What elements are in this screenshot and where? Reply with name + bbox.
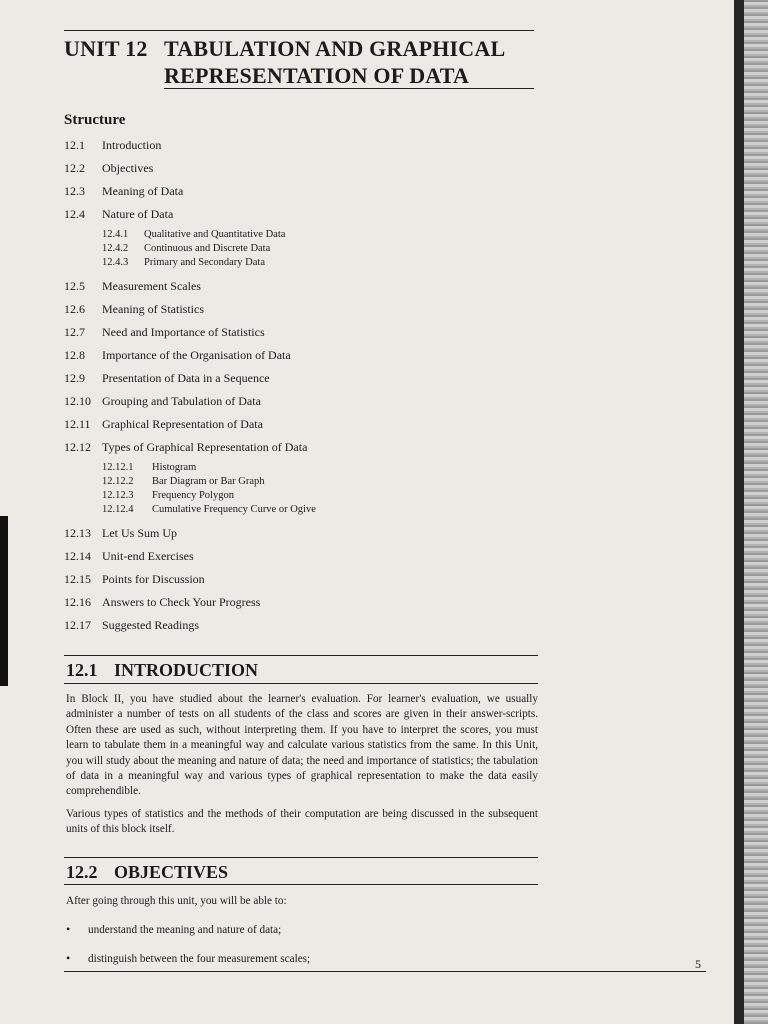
toc-item: [64, 300, 534, 323]
toc-item-title: Meaning of Data: [102, 184, 184, 198]
toc-item-number: 12.13: [64, 526, 91, 540]
structure-heading: Structure: [64, 112, 126, 128]
toc-item-title: Importance of the Organisation of Data: [102, 348, 291, 362]
toc-item-title: Need and Importance of Statistics: [102, 325, 265, 339]
unit-number: UNIT 12: [64, 36, 148, 61]
toc-item-number: 12.7: [64, 325, 85, 339]
objective-bullet: [66, 951, 310, 967]
objective-text: distinguish between the four measurement scales;: [88, 953, 311, 965]
section-bottom-rule: [64, 683, 538, 684]
toc-subsection-list: [102, 461, 534, 517]
toc-item-number: 12.14: [64, 549, 91, 563]
toc-item: [64, 438, 534, 461]
toc-item-title: Introduction: [102, 138, 162, 152]
toc-item-title: Presentation of Data in a Sequence: [102, 371, 270, 385]
toc-item: [64, 547, 534, 570]
toc-item: [64, 136, 534, 159]
toc-subitem-title: Qualitative and Quantitative Data: [144, 229, 286, 240]
toc-item-number: 12.10: [64, 394, 91, 408]
toc-subitem-number: 12.12.1: [102, 462, 134, 473]
toc-item-title: Answers to Check Your Progress: [102, 595, 261, 609]
toc-item: [64, 159, 534, 182]
toc-item-title: Suggested Readings: [102, 618, 199, 632]
toc-item-title: Measurement Scales: [102, 279, 201, 293]
introduction-paragraph-1: In Block II, you have studied about the learner's evaluation. For learner's evaluation, we usually administer a number of tests on all students of the class and scores are given in their answer-scripts. Often these are used as such, without interpreting them. If you have to interpret the scores, you must learn to tabulate them in a meaningful way and calculate various statistics from the same. In this Unit, you will study about the meaning and nature of data; the need and importance of statistics; the tabulation of data in a meaningful way and various types of graphical representation to make the data easily comprehendible.: [66, 693, 538, 798]
toc-item-title: Types of Graphical Representation of Data: [102, 440, 308, 454]
toc-item-number: 12.16: [64, 595, 91, 609]
objective-text: understand the meaning and nature of data;: [88, 924, 282, 936]
toc-subitem-title: Histogram: [152, 462, 197, 473]
toc-item: [64, 346, 534, 369]
toc-item-title: Let Us Sum Up: [102, 526, 177, 540]
toc-item: [64, 593, 534, 616]
toc-subsection-list: [102, 228, 534, 270]
toc-subitem-number: 12.12.3: [102, 490, 134, 501]
toc-item: [64, 570, 534, 593]
section-bottom-rule: [64, 884, 538, 885]
toc-item-title: Nature of Data: [102, 207, 174, 221]
title-top-rule: [64, 30, 534, 31]
toc-subitem: [102, 489, 534, 503]
unit-title: [64, 36, 506, 88]
section-number: 12.2: [66, 862, 98, 882]
toc-subitem-title: Continuous and Discrete Data: [144, 243, 271, 254]
toc-subitem-number: 12.4.2: [102, 243, 129, 254]
section-heading-introduction: [66, 659, 258, 681]
unit-title-line2: REPRESENTATION OF DATA: [164, 63, 470, 88]
toc-item-number: 12.17: [64, 618, 91, 632]
toc-subitem: [102, 461, 534, 475]
toc-item-title: Graphical Representation of Data: [102, 417, 263, 431]
toc-subitem: [102, 242, 534, 256]
toc-item: [64, 616, 534, 639]
section-number: 12.1: [66, 660, 98, 680]
toc-item-number: 12.11: [64, 417, 91, 431]
toc-item-title: Points for Discussion: [102, 572, 205, 586]
toc-item: [64, 415, 534, 438]
unit-title-line1: TABULATION AND GRAPHICAL: [164, 36, 506, 61]
toc-item-number: 12.4: [64, 207, 85, 221]
toc-item: [64, 277, 534, 300]
toc-subitem-title: Bar Diagram or Bar Graph: [152, 476, 265, 487]
toc-item: [64, 205, 534, 228]
toc-item: [64, 182, 534, 205]
toc-item-title: Meaning of Statistics: [102, 302, 204, 316]
page-number: 5: [695, 957, 701, 971]
objective-bullet: [66, 922, 281, 938]
toc-subitem-title: Cumulative Frequency Curve or Ogive: [152, 504, 316, 515]
toc-subitem: [102, 228, 534, 242]
toc-subitem-number: 12.4.3: [102, 257, 129, 268]
toc-item-number: 12.12: [64, 440, 91, 454]
introduction-paragraph-2: Various types of statistics and the methods of their computation are being discussed in the subsequent units of this block itself.: [66, 808, 538, 836]
toc-item-number: 12.6: [64, 302, 85, 316]
toc-subitem-title: Primary and Secondary Data: [144, 257, 266, 268]
toc-subitem-number: 12.12.2: [102, 476, 134, 487]
title-bottom-rule: [164, 88, 534, 89]
objectives-lead: After going through this unit, you will be able to:: [66, 895, 287, 907]
section-top-rule: [64, 655, 538, 656]
toc-item-title: Objectives: [102, 161, 154, 175]
toc-item-number: 12.15: [64, 572, 91, 586]
toc-subitem: [102, 475, 534, 489]
table-of-contents: [64, 136, 534, 639]
section-heading-objectives: [66, 861, 228, 883]
toc-item: [64, 323, 534, 346]
section-title: OBJECTIVES: [114, 862, 229, 882]
toc-item-number: 12.2: [64, 161, 85, 175]
footer-rule: [64, 971, 706, 972]
toc-item-number: 12.5: [64, 279, 85, 293]
toc-item-number: 12.1: [64, 138, 85, 152]
section-title: INTRODUCTION: [114, 660, 259, 680]
toc-subitem-number: 12.12.4: [102, 504, 134, 515]
toc-item-title: Unit-end Exercises: [102, 549, 194, 563]
toc-item-number: 12.3: [64, 184, 85, 198]
toc-subitem-number: 12.4.1: [102, 229, 129, 240]
toc-subitem: [102, 256, 534, 270]
toc-subitem: [102, 503, 534, 517]
toc-item-title: Grouping and Tabulation of Data: [102, 394, 261, 408]
toc-subitem-title: Frequency Polygon: [152, 490, 234, 501]
bullet-icon: •: [66, 922, 71, 936]
bullet-icon: •: [66, 951, 71, 965]
toc-item: [64, 392, 534, 415]
toc-item: [64, 369, 534, 392]
toc-item: [64, 524, 534, 547]
toc-item-number: 12.9: [64, 371, 85, 385]
section-top-rule: [64, 857, 538, 858]
toc-item-number: 12.8: [64, 348, 85, 362]
